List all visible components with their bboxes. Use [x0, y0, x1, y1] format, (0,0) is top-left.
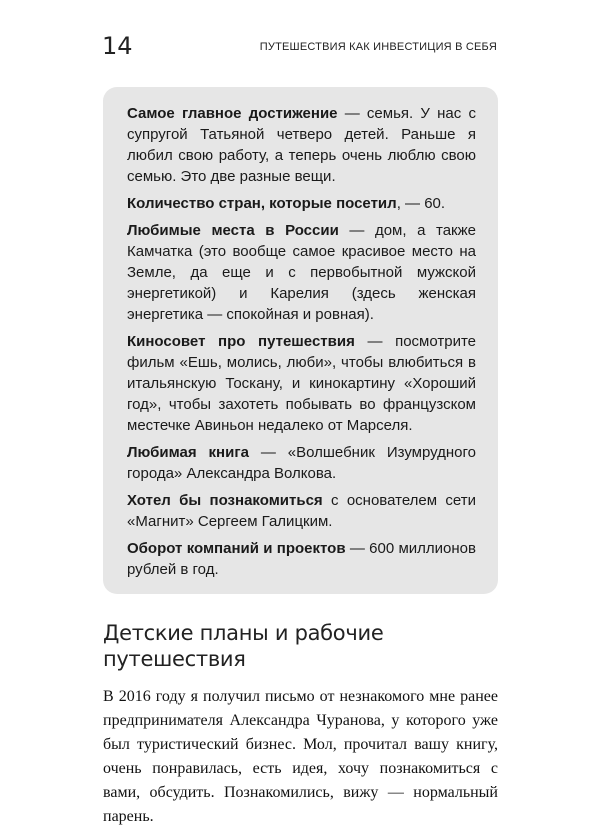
profile-sidebar-box: [103, 87, 498, 594]
running-head: ПУТЕШЕСТВИЯ КАК ИНВЕСТИЦИЯ В СЕБЯ: [259, 41, 497, 53]
fact-item: [127, 331, 476, 436]
fact-text: — 600 миллионов рублей в год.: [127, 540, 476, 578]
fact-item: [127, 442, 476, 484]
fact-text: — посмотрите фильм «Ешь, молись, люби», чтобы влюбиться в итальянскую Тоскану, и кинокартину «Хороший год», чтобы захотеть побывать во французском местечке Авиньон недалеко от Марселя.: [127, 333, 476, 434]
fact-text: — семья. У нас с супругой Татьяной четверо детей. Раньше я любил свою работу, а теперь очень люблю свою семью. Это две разные вещи.: [127, 105, 476, 185]
fact-term: Оборот компаний и проектов: [127, 540, 346, 557]
page-number: 14: [102, 32, 133, 60]
fact-item: [127, 103, 476, 187]
fact-text: , — 60.: [396, 195, 446, 212]
body-paragraph: В 2016 году я получил письмо от незнакомого мне ранее предпринимателя Александра Чуранова, у которого уже был туристический бизнес. Мол, прочитал вашу книгу, очень понравилась, есть идея, хочу познакомиться с вами, обсудить. Познакомились, вижу — нормальный парень.: [103, 688, 498, 825]
fact-item: [127, 193, 476, 214]
fact-item: [127, 220, 476, 325]
fact-term: Хотел бы познакомиться: [127, 492, 323, 509]
profile-facts: [127, 103, 476, 580]
fact-term: Любимая книга: [127, 444, 249, 461]
fact-item: [127, 490, 476, 532]
page-content: [103, 66, 498, 829]
section-heading: Детские планы и рабочие путешествия: [103, 621, 384, 671]
page-header: [0, 0, 600, 66]
fact-term: Количество стран, которые посетил: [127, 195, 397, 212]
fact-term: Киносовет про путешествия: [127, 333, 355, 350]
fact-text: — дом, а также Камчатка (это вообще самое красивое место на Земле, да еще и с первобытной мужской энергетикой) и Карелия (здесь женская энергетика — спокойная и ровная).: [127, 222, 476, 323]
fact-term: Самое главное достижение: [127, 105, 338, 122]
fact-item: [127, 538, 476, 580]
fact-text: — «Волшебник Изумрудного города» Александра Волкова.: [127, 444, 476, 482]
fact-text: с основателем сети «Магнит» Сергеем Галицким.: [127, 492, 476, 530]
fact-term: Любимые места в России: [127, 222, 339, 239]
